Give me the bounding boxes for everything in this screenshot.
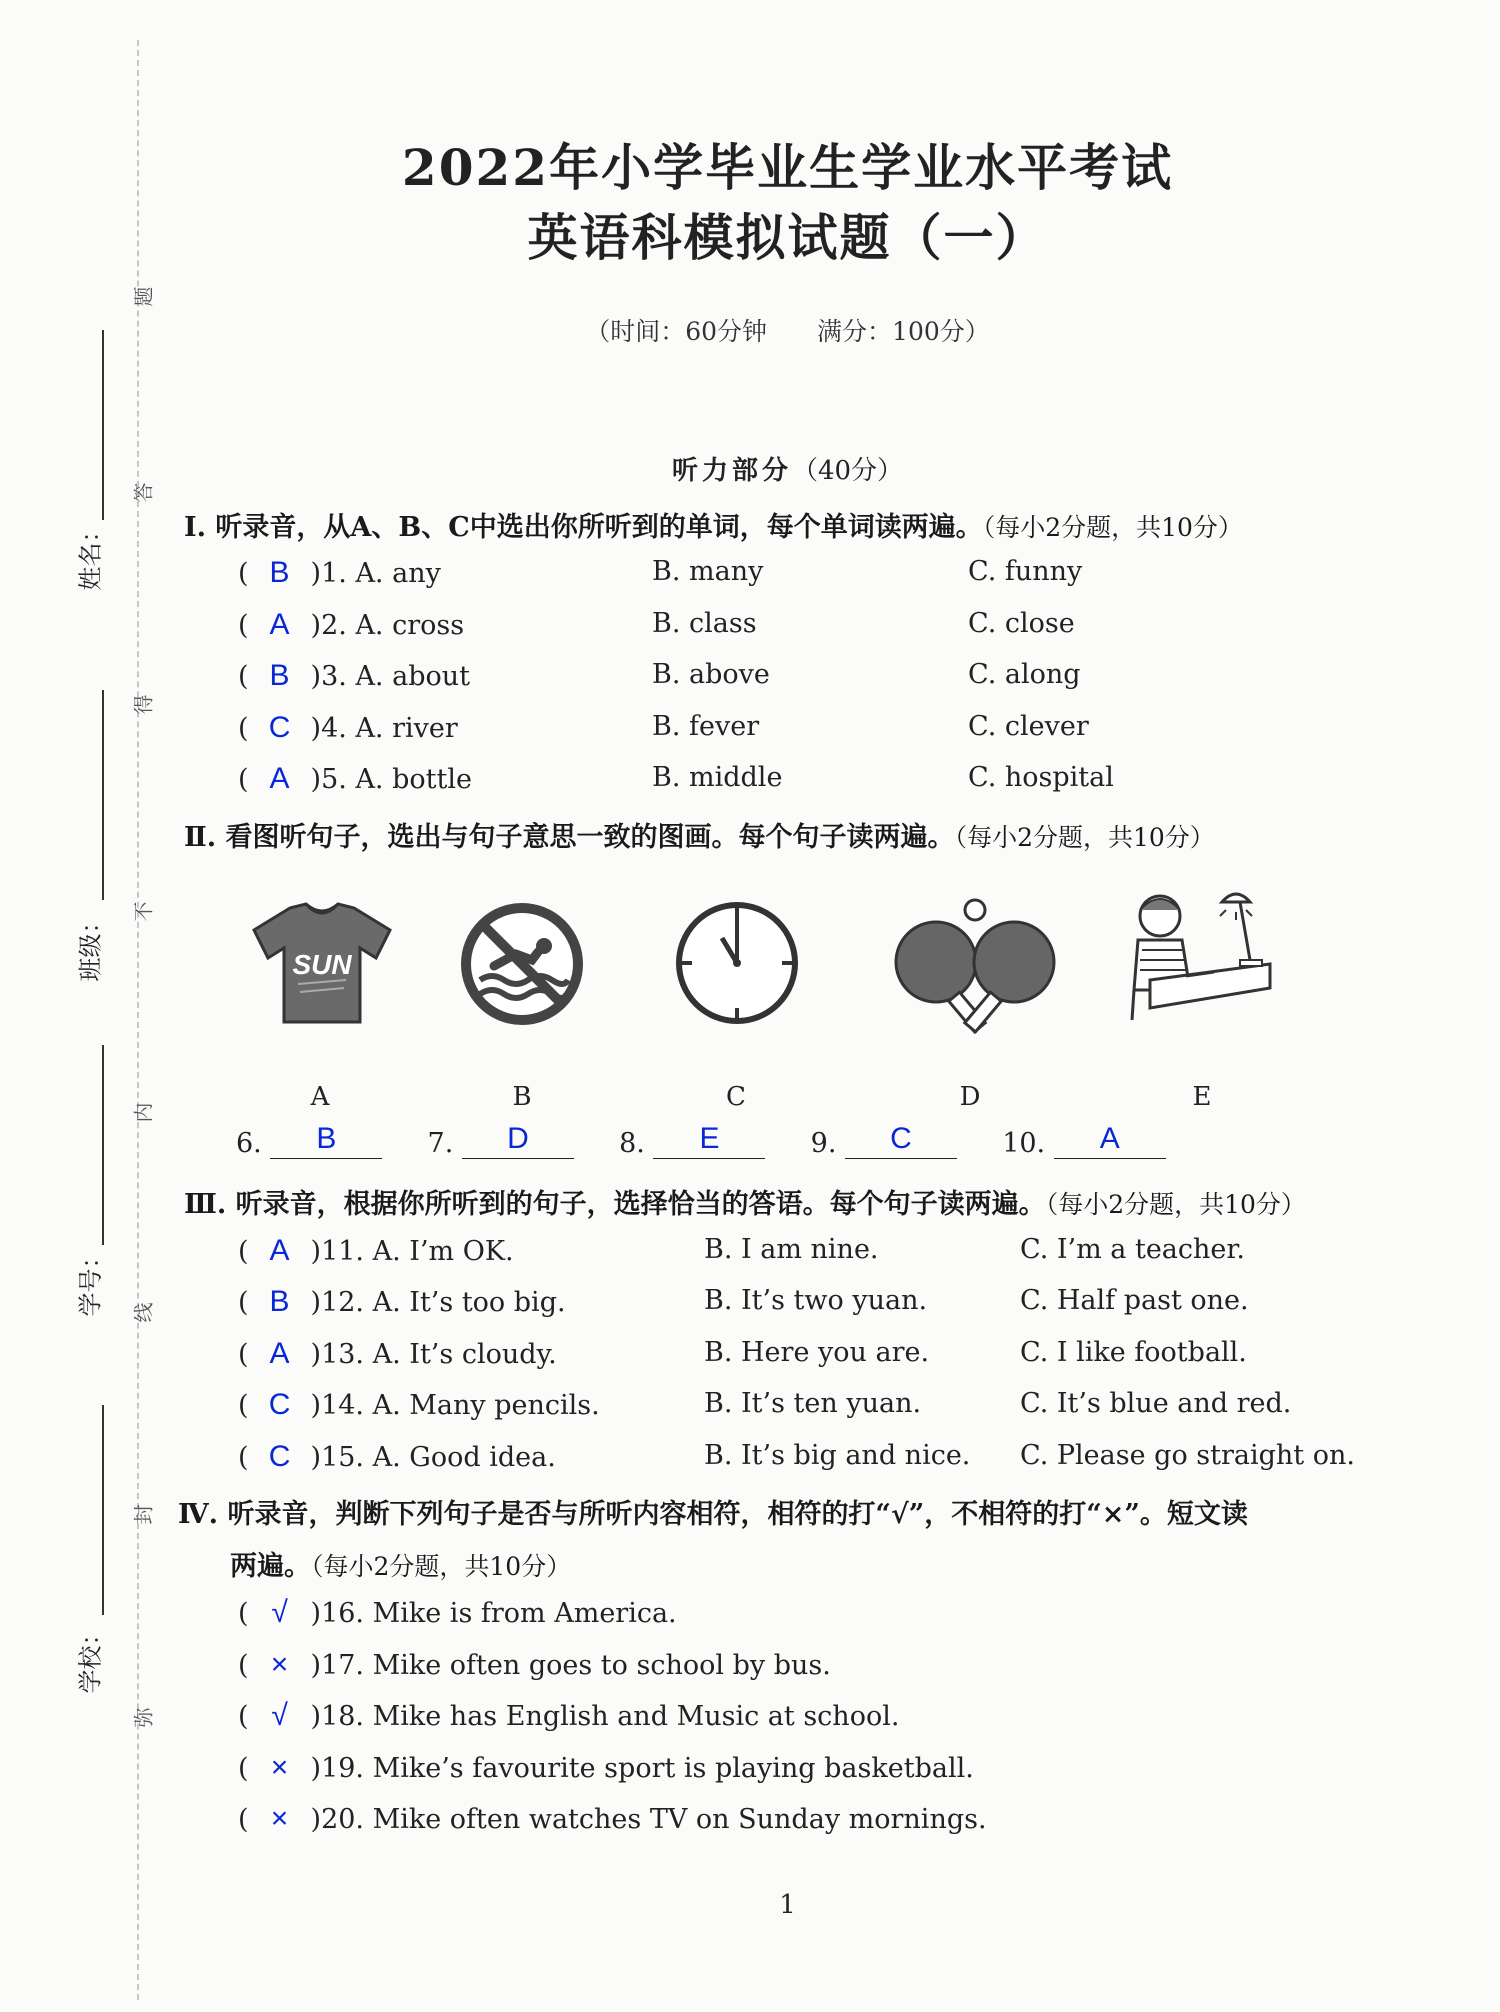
section2-score: （每小2分题，共10分） — [954, 823, 1215, 852]
class-field-line[interactable] — [102, 690, 104, 900]
question-row: ( A )2. A. cross — [238, 608, 465, 641]
exam-time-score: （时间：60分钟 满分：100分） — [585, 317, 990, 346]
tshirt-picture — [248, 900, 396, 1030]
picture-label-c: C — [726, 1082, 746, 1112]
girl-studying-picture — [1110, 880, 1280, 1030]
option-c: C. Please go straight on. — [1020, 1440, 1355, 1471]
question-number: )1. — [310, 558, 347, 589]
question-row: ( C )14. A. Many pencils. — [238, 1388, 600, 1421]
number-field-label: 学号： — [76, 1244, 105, 1317]
question-number: )3. — [310, 661, 347, 692]
answer-mark[interactable]: A — [269, 608, 290, 641]
seal-char: 不 — [131, 901, 156, 922]
seal-char: 得 — [131, 694, 156, 715]
option-a: A. about — [355, 661, 470, 692]
picture-answer-blanks — [236, 1124, 1166, 1159]
question-row: ( B )1. A. any — [238, 556, 441, 589]
statement-text: )20. Mike often watches TV on Sunday mornings. — [310, 1804, 987, 1835]
option-a: A. It’s cloudy. — [372, 1339, 557, 1370]
option-c: C. Half past one. — [1020, 1285, 1249, 1316]
name-field-line[interactable] — [102, 330, 104, 520]
answer-mark[interactable]: √ — [271, 1699, 288, 1732]
section4-instruction-text: 两遍。 — [230, 1551, 311, 1582]
answer-mark[interactable]: × — [270, 1648, 289, 1681]
school-field-label: 学校： — [76, 1621, 105, 1694]
listening-title: 听力部分 — [671, 456, 792, 486]
option-a: A. any — [355, 558, 441, 589]
option-b: B. class — [652, 608, 757, 639]
no-swimming-sign-picture — [458, 900, 586, 1028]
question-row: ( B )3. A. about — [238, 659, 470, 692]
question-number: )13. — [310, 1339, 365, 1370]
answer-blank[interactable]: B — [270, 1124, 382, 1159]
section4-score: （每小2分题，共10分） — [311, 1552, 572, 1581]
option-b: B. middle — [652, 762, 783, 793]
seal-char: 封 — [131, 1504, 156, 1525]
blank-number: 8. — [619, 1128, 645, 1159]
answer-mark[interactable]: × — [270, 1751, 289, 1784]
judgement-row: ( × )19. Mike’s favourite sport is playing basketball. — [238, 1751, 974, 1784]
option-a: A. Many pencils. — [372, 1390, 600, 1421]
answer-mark[interactable]: A — [269, 762, 290, 795]
answer-blank[interactable]: E — [653, 1124, 765, 1159]
seal-char: 题 — [131, 286, 156, 307]
listening-section-head — [0, 450, 1500, 487]
section1-score: （每小2分题，共10分） — [982, 513, 1243, 542]
statement-text: )19. Mike’s favourite sport is playing basketball. — [310, 1753, 974, 1784]
question-row: ( C )15. A. Good idea. — [238, 1440, 556, 1473]
number-field-line[interactable] — [102, 1045, 104, 1245]
school-field-line[interactable] — [102, 1405, 104, 1615]
ping-pong-paddles-picture — [890, 888, 1060, 1038]
question-number: )2. — [310, 610, 347, 641]
option-c: C. I’m a teacher. — [1020, 1234, 1245, 1265]
option-a: A. It’s too big. — [372, 1287, 566, 1318]
section3-instruction — [184, 1182, 1306, 1221]
blank-number: 10. — [1002, 1128, 1046, 1159]
page-number: 1 — [779, 1890, 796, 1920]
option-b: B. Here you are. — [704, 1337, 930, 1368]
exam-title-line2: 英语科模拟试题（一） — [527, 208, 1048, 267]
question-row: ( C )4. A. river — [238, 711, 458, 744]
answer-blank[interactable]: D — [462, 1124, 574, 1159]
answer-blank[interactable]: A — [1054, 1124, 1166, 1159]
option-b: B. I am nine. — [704, 1234, 879, 1265]
answer-mark[interactable]: B — [269, 556, 290, 589]
section4-instruction-line1: Ⅳ. 听录音，判断下列句子是否与所听内容相符，相符的打“√”，不相符的打“×”。短文读 — [178, 1499, 1248, 1530]
question-number: )4. — [310, 713, 347, 744]
option-b: B. many — [652, 556, 764, 587]
seal-char: 内 — [131, 1102, 156, 1123]
option-c: C. It’s blue and red. — [1020, 1388, 1292, 1419]
answer-mark[interactable]: × — [270, 1802, 289, 1835]
option-c: C. close — [968, 608, 1075, 639]
option-c: C. clever — [968, 711, 1089, 742]
option-a: A. Good idea. — [372, 1442, 556, 1473]
option-b: B. It’s big and nice. — [704, 1440, 971, 1471]
listening-score: （40分） — [791, 456, 904, 486]
seal-char: 线 — [131, 1302, 156, 1323]
class-field-label: 班级： — [76, 909, 105, 982]
exam-title-line1: 2022年小学毕业生学业水平考试 — [401, 138, 1174, 197]
answer-mark[interactable]: B — [269, 659, 290, 692]
option-b: B. It’s two yuan. — [704, 1285, 928, 1316]
picture-label-a: A — [310, 1082, 330, 1112]
section1-instruction-text: Ⅰ. 听录音，从A、B、C中选出你所听到的单词，每个单词读两遍。 — [184, 512, 983, 543]
question-row: ( A )13. A. It’s cloudy. — [238, 1337, 557, 1370]
question-number: )12. — [310, 1287, 365, 1318]
blank-number: 6. — [236, 1128, 262, 1159]
section1-instruction — [184, 505, 1243, 544]
blank-number: 7. — [427, 1128, 454, 1159]
answer-mark[interactable]: C — [268, 711, 291, 744]
option-b: B. above — [652, 659, 770, 690]
statement-text: )18. Mike has English and Music at school. — [310, 1701, 900, 1732]
option-a: A. bottle — [355, 764, 472, 795]
statement-text: )16. Mike is from America. — [310, 1598, 677, 1629]
answer-blank[interactable]: C — [845, 1124, 957, 1159]
section2-instruction-text: Ⅱ. 看图听句子，选出与句子意思一致的图画。每个句子读两遍。 — [184, 822, 955, 853]
option-a: A. cross — [355, 610, 465, 641]
option-b: B. fever — [652, 711, 760, 742]
option-a: A. river — [355, 713, 458, 744]
answer-mark[interactable]: √ — [271, 1596, 288, 1629]
answer-mark[interactable]: B — [269, 1285, 290, 1318]
section2-instruction — [184, 815, 1215, 854]
option-a: A. I’m OK. — [372, 1236, 514, 1267]
option-b: B. It’s ten yuan. — [704, 1388, 922, 1419]
question-row: ( A )5. A. bottle — [238, 762, 472, 795]
question-number: )14. — [310, 1390, 365, 1421]
answer-mark[interactable]: C — [268, 1440, 291, 1473]
section3-score: （每小2分题，共10分） — [1045, 1190, 1306, 1219]
judgement-row: ( × )20. Mike often watches TV on Sunday mornings. — [238, 1802, 987, 1835]
answer-mark[interactable]: A — [269, 1337, 290, 1370]
blank-number: 9. — [810, 1128, 837, 1159]
picture-label-b: B — [512, 1082, 532, 1112]
section3-instruction-text: Ⅲ. 听录音，根据你所听到的句子，选择恰当的答语。每个句子读两遍。 — [184, 1189, 1046, 1220]
answer-mark[interactable]: C — [268, 1388, 291, 1421]
picture-label-d: D — [959, 1082, 981, 1112]
statement-text: )17. Mike often goes to school by bus. — [310, 1650, 831, 1681]
question-row: ( B )12. A. It’s too big. — [238, 1285, 566, 1318]
section4-instruction-line2 — [230, 1544, 571, 1583]
question-row: ( A )11. A. I’m OK. — [238, 1234, 514, 1267]
option-c: C. hospital — [968, 762, 1114, 793]
option-c: C. I like football. — [1020, 1337, 1247, 1368]
question-number: )15. — [310, 1442, 365, 1473]
question-number: )5. — [310, 764, 347, 795]
picture-label-e: E — [1192, 1082, 1212, 1112]
question-number: )11. — [310, 1236, 365, 1267]
judgement-row: ( × )17. Mike often goes to school by bus. — [238, 1648, 831, 1681]
judgement-row: ( √ )16. Mike is from America. — [238, 1596, 677, 1629]
option-c: C. along — [968, 659, 1081, 690]
option-c: C. funny — [968, 556, 1083, 587]
clock-picture — [672, 898, 802, 1028]
seal-char: 答 — [131, 482, 156, 503]
judgement-row: ( √ )18. Mike has English and Music at school. — [238, 1699, 900, 1732]
tshirt-text: SUN — [292, 949, 352, 980]
answer-mark[interactable]: A — [269, 1234, 290, 1267]
seal-char: 弥 — [131, 1707, 156, 1728]
name-field-label: 姓名： — [76, 518, 105, 591]
